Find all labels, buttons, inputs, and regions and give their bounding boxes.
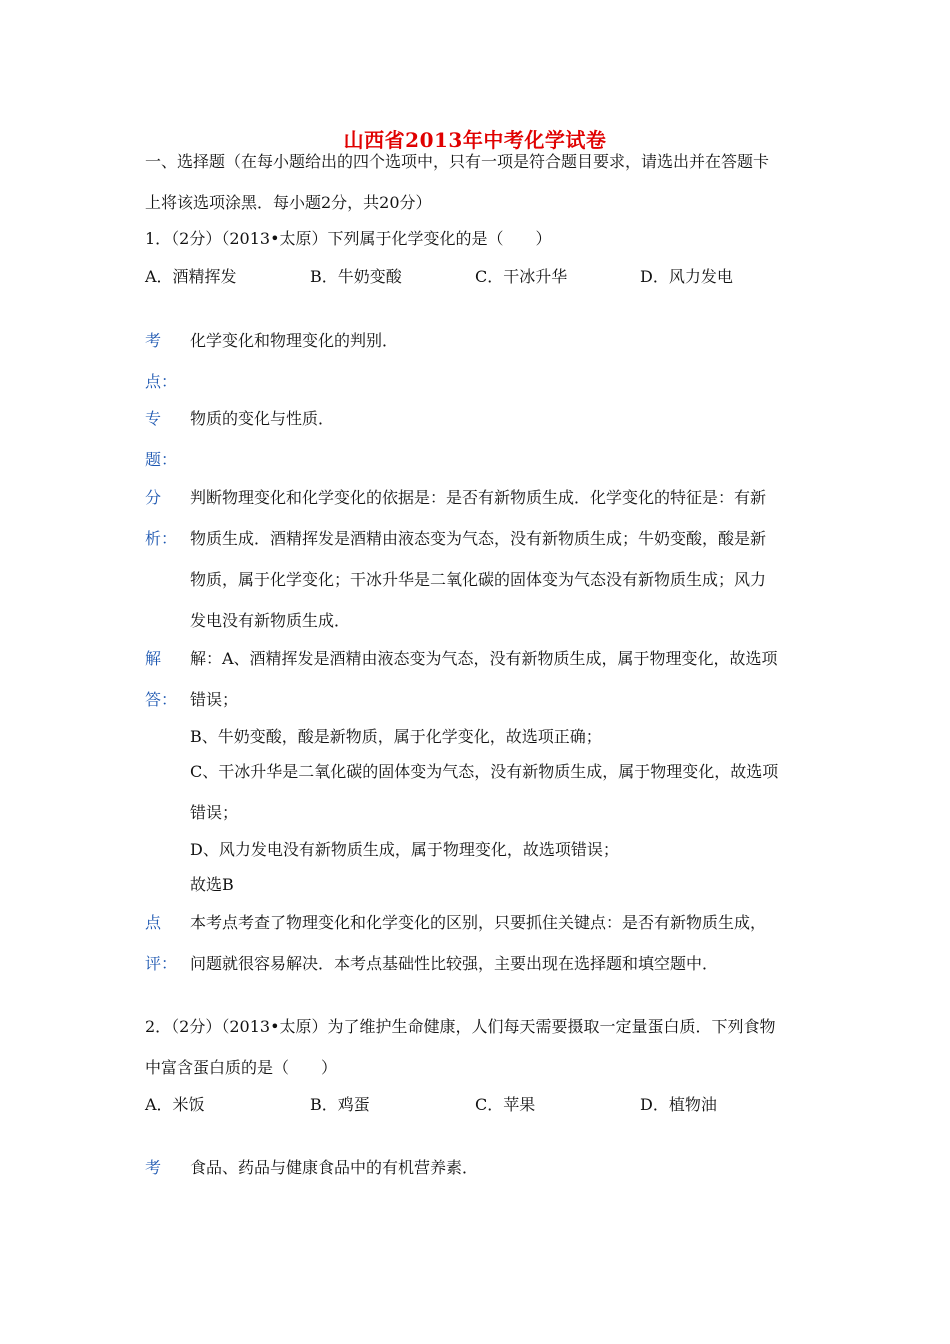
section-heading-line-1: 一、选择题（在每小题给出的四个选项中，只有一项是符合题目要求，请选出并在答题卡 — [145, 152, 770, 171]
question-2-option-a: A．米饭 — [145, 1095, 205, 1114]
question-1-option-c: C．干冰升华 — [475, 267, 568, 286]
dianping-line-1: 本考点考查了物理变化和化学变化的区别，只要抓住关键点：是否有新物质生成， — [190, 913, 767, 932]
kaodian-label-2: 点： — [145, 372, 178, 391]
question-1-option-a: A．酒精挥发 — [145, 267, 237, 286]
jieda-line-5: 错误； — [190, 803, 239, 822]
document-title: 山西省2013年中考化学试卷 — [343, 128, 607, 152]
jieda-label-1: 解 — [145, 649, 162, 668]
question-2-stem-line-2: 中富含蛋白质的是（ ） — [145, 1058, 338, 1077]
dianping-label-1: 点 — [145, 913, 162, 932]
dianping-line-2: 问题就很容易解决．本考点基础性比较强，主要出现在选择题和填空题中． — [190, 954, 719, 973]
question-1-option-d: D．风力发电 — [640, 267, 733, 286]
jieda-line-1: 解：A、酒精挥发是酒精由液态变为气态，没有新物质生成，属于物理变化，故选项 — [190, 649, 778, 668]
zhuanti-label-2: 题： — [145, 450, 178, 469]
dianping-label-2: 评： — [145, 954, 178, 973]
fenxi-label-2: 析： — [145, 529, 178, 548]
jieda-line-4: C、干冰升华是二氧化碳的固体变为气态，没有新物质生成，属于物理变化，故选项 — [190, 762, 779, 781]
question-2-option-c: C．苹果 — [475, 1095, 536, 1114]
fenxi-label-1: 分 — [145, 488, 162, 507]
q2-kaodian-text: 食品、药品与健康食品中的有机营养素． — [190, 1158, 479, 1177]
fenxi-line-1: 判断物理变化和化学变化的依据是：是否有新物质生成．化学变化的特征是：有新 — [190, 488, 767, 507]
q2-kaodian-label-1: 考 — [145, 1158, 162, 1177]
jieda-line-6: D、风力发电没有新物质生成，属于物理变化，故选项错误； — [190, 840, 619, 859]
kaodian-label-1: 考 — [145, 331, 162, 350]
question-2-stem-line-1: 2．（2分）（2013•太原）为了维护生命健康，人们每天需要摄取一定量蛋白质．下列食物 — [145, 1017, 776, 1036]
question-1-option-b: B．牛奶变酸 — [310, 267, 402, 286]
kaodian-text: 化学变化和物理变化的判别． — [190, 331, 399, 350]
question-2-option-b: B．鸡蛋 — [310, 1095, 370, 1114]
section-heading-line-2: 上将该选项涂黑．每小题2分，共20分） — [145, 193, 432, 212]
zhuanti-label-1: 专 — [145, 409, 162, 428]
jieda-label-2: 答： — [145, 690, 178, 709]
zhuanti-text: 物质的变化与性质． — [190, 409, 335, 428]
question-2-option-d: D．植物油 — [640, 1095, 717, 1114]
fenxi-line-3: 物质，属于化学变化；干冰升华是二氧化碳的固体变为气态没有新物质生成；风力 — [190, 570, 767, 589]
question-1-stem: 1．（2分）（2013•太原）下列属于化学变化的是（ ） — [145, 229, 552, 248]
jieda-line-7: 故选B — [190, 875, 234, 894]
fenxi-line-2: 物质生成．酒精挥发是酒精由液态变为气态，没有新物质生成；牛奶变酸，酸是新 — [190, 529, 767, 548]
jieda-line-3: B、牛奶变酸，酸是新物质，属于化学变化，故选项正确； — [190, 727, 602, 746]
fenxi-line-4: 发电没有新物质生成． — [190, 611, 351, 630]
jieda-line-2: 错误； — [190, 690, 239, 709]
